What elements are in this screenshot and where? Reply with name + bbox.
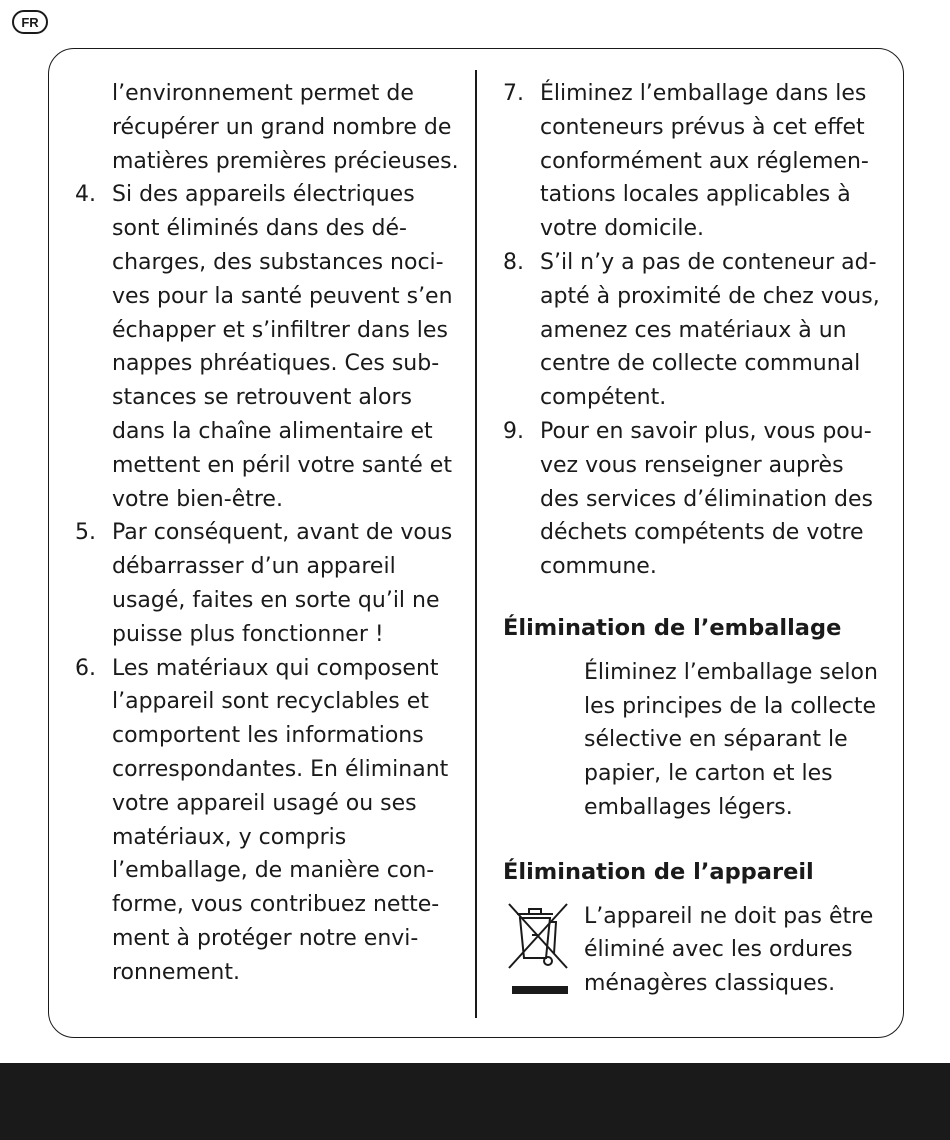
column-divider (475, 70, 477, 1018)
list-item (503, 415, 883, 584)
list-number: 5. (75, 520, 96, 546)
list-text: Par conséquent, avant de vous débarrasser d’un appareil usagé, faites en sorte qu’il ne puisse plus fonctionner ! (112, 520, 453, 647)
list-text: Si des appareils électriques sont éliminés dans des décharges, des substances nocives pour la santé peuvent s’en échapper et s’infiltrer dans les nappes phréatiques. Ces substances se retrouvent alors dans la chaîne alimentaire et mettent en péril votre santé et votre bien-être. (112, 182, 453, 512)
list-text: S’il n’y a pas de conteneur adapté à proximité de chez vous, amenez ces matériaux à un centre de collecte communal compétent. (540, 249, 880, 411)
list-number: 4. (75, 182, 96, 208)
device-paragraph: L’appareil ne doit pas être éliminé avec les ordures ménagères classiques. (584, 903, 874, 997)
list-item (75, 652, 467, 990)
list-item (503, 77, 883, 246)
list-item (75, 516, 467, 651)
device-heading: Élimination de l’appareil (503, 858, 814, 885)
crossed-out-wheelie-bin-icon (503, 900, 584, 1000)
list-number: 6. (75, 655, 96, 681)
left-column (75, 77, 467, 990)
list-text: Les matériaux qui composent l’appareil sont recyclables et comportent les informations correspondantes. En éliminant votre appareil usagé ou ses matériaux, y compris l’emballage, de manière conforme, vous contribuez nettement à protéger notre environnement. (112, 655, 449, 985)
device-disposal-row (503, 900, 883, 1001)
list-item (503, 246, 883, 415)
footer-bar (0, 1063, 950, 1140)
packaging-heading: Élimination de l’emballage (503, 614, 842, 641)
language-badge: FR (12, 10, 48, 34)
list-number: 9. (503, 418, 524, 444)
list-number: 7. (503, 81, 524, 106)
list-number: 8. (503, 249, 524, 275)
list-text: Éliminez l’emballage dans les conteneurs prévus à cet effet conformément aux réglementations locales applicables à votre domicile. (540, 81, 869, 242)
list-item (75, 178, 467, 516)
packaging-paragraph: Éliminez l’emballage selon les principes de la collecte sélective en séparant le papier, le carton et les emballages légers. (584, 659, 878, 820)
list-text: Pour en savoir plus, vous pouvez vous renseigner auprès des services d’élimination des déchets compétents de votre commune. (540, 418, 873, 580)
right-column (503, 77, 883, 1001)
continuation-paragraph: l’environnement permet de récupérer un grand nombre de matières premières précieuses. (112, 81, 459, 174)
